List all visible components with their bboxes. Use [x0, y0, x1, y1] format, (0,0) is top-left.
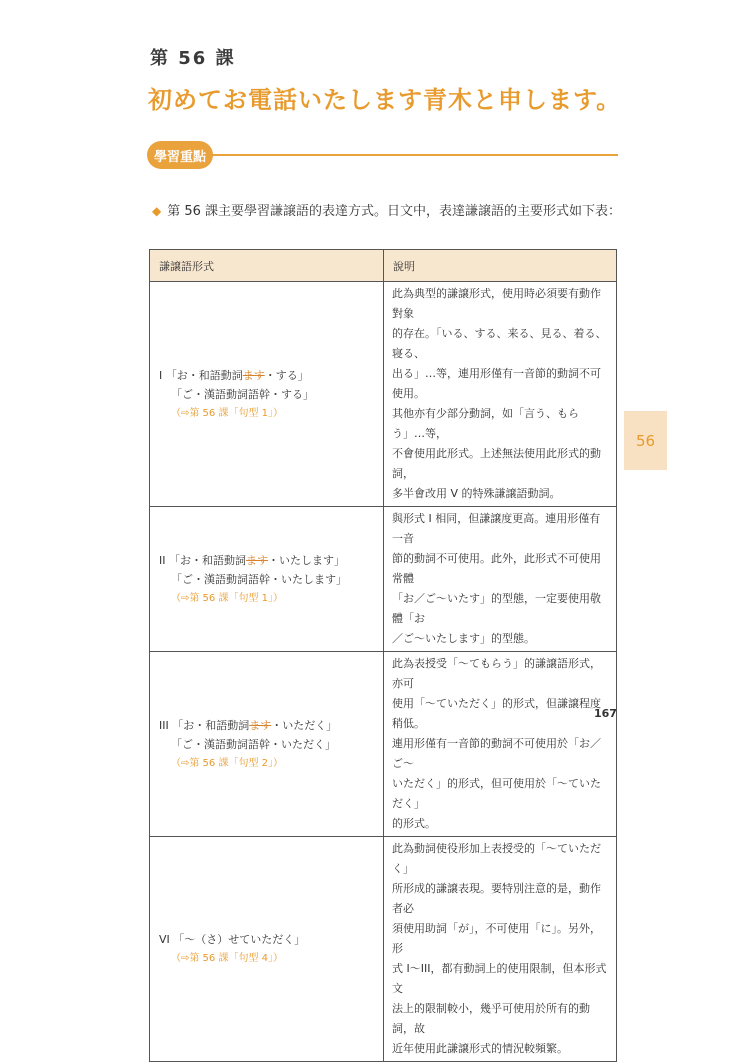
page-number: 167 — [594, 707, 617, 720]
grammar-table — [149, 249, 617, 1062]
form-line-2: 「ご・漢語動詞語幹・いたします」 — [171, 572, 347, 586]
section-label: 學習重點 — [147, 141, 213, 169]
form-line-1: VI 「〜（さ）せていただく」 — [159, 933, 306, 946]
form-line-1: II 「お・和語動詞ます・いたします」 — [159, 553, 345, 567]
lesson-reference: （⇨第 56 課「句型 4」） — [171, 953, 284, 964]
lesson-reference: （⇨第 56 課「句型 1」） — [171, 407, 284, 419]
intro-paragraph — [152, 200, 621, 219]
description-cell: 此為典型的謙譲形式，使用時必須要有動作對象 的存在。「いる、する、来る、見る、着る、寝る、 出る」…等，連用形僅有一音節的動詞不可使用。 其他亦有少部分動詞，如「言う、もらう」…等， 不會使用此形式。上述無法使用此形式的動詞， 多半會改用 V 的特殊謙譲語動詞。 — [384, 282, 617, 507]
table-row — [150, 837, 617, 1062]
table-row — [150, 282, 617, 507]
lesson-number: 第 56 課 — [150, 48, 236, 69]
table-row — [150, 507, 617, 652]
form-line-2: 「ご・漢語動詞語幹・する」 — [171, 387, 314, 401]
description-cell: 此為表授受「〜てもらう」的謙譲語形式，亦可 使用「〜ていただく」的形式，但謙譲程度稍低。 連用形僅有一音節的動詞不可使用於「お／ご〜 いただく」的形式，但可使用於「〜ていただく」 的形式。 — [384, 652, 617, 837]
lesson-reference: （⇨第 56 課「句型 2」） — [171, 757, 284, 769]
chapter-side-tab: 56 — [624, 411, 667, 470]
lesson-title: 初めてお電話いたします青木と申します。 — [148, 86, 622, 114]
form-cell — [150, 652, 384, 837]
diamond-bullet-icon: ◆ — [152, 204, 162, 218]
description-cell: 此為動詞使役形加上表授受的「〜ていただく」 所形成的謙譲表現。要特別注意的是，動作者必 須使用助詞「が」，不可使用「に」。另外，形 式 I〜III，都有動詞上的使用限制，但本形式文 法上的限制較小，幾乎可使用於所有的動詞，故 近年使用此謙譲形式的情況較頻繁。 — [384, 837, 617, 1062]
form-cell — [150, 282, 384, 507]
form-cell — [150, 837, 384, 1062]
table-header-row — [150, 250, 617, 282]
form-cell — [150, 507, 384, 652]
header-desc: 說明 — [384, 250, 617, 282]
description-cell: 與形式 I 相同，但謙譲度更高。連用形僅有一音 節的動詞不可使用。此外，此形式不可使用常體 「お／ご〜いたす」的型態，一定要使用敬體「お ／ご〜いたします」的型態。 — [384, 507, 617, 652]
header-form: 謙譲語形式 — [150, 250, 384, 282]
form-line-1: I 「お・和語動詞ます・する」 — [159, 368, 309, 382]
section-divider — [211, 154, 618, 156]
lesson-reference: （⇨第 56 課「句型 1」） — [171, 592, 284, 604]
intro-text: 第 56 課主要學習謙譲語的表達方式。日文中，表達謙譲語的主要形式如下表： — [167, 204, 622, 219]
table-row — [150, 652, 617, 837]
form-line-1: III 「お・和語動詞ます・いただく」 — [159, 718, 338, 732]
form-line-2: 「ご・漢語動詞語幹・いただく」 — [171, 737, 336, 751]
